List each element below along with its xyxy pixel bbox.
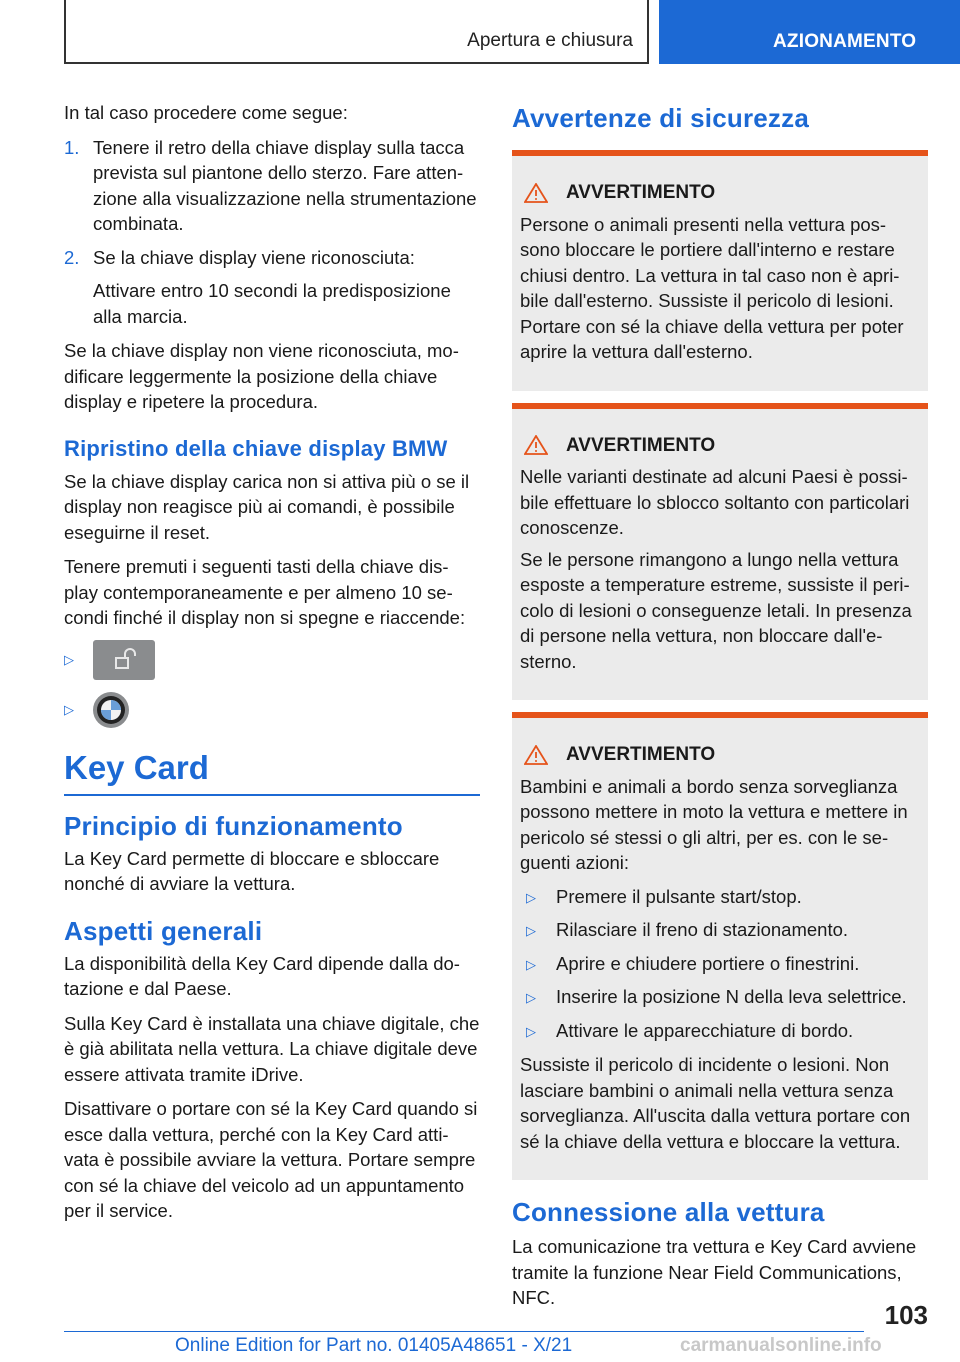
triangle-bullet-icon: ▷ [526,990,536,1005]
warning-box-3 [512,712,928,1180]
left-column [64,100,480,1233]
connection-text: La comunicazione tra vettura e Key Card avviene tramite la funzione Near Field Communications, NFC. [512,1236,917,1308]
warning-3-text-1: Bambini e animali a bordo senza sorveglianza possono mettere in moto la vettura e mettere in pericolo sé stessi o gli altri, per es. con le se-guenti azioni: [520,775,908,873]
warning-box-2 [512,403,928,701]
warning-label: AVVERTIMENTO [566,434,716,456]
warning-triangle-icon [524,183,548,203]
general-text-2: Sulla Key Card è installata una chiave digitale, che è già abilitata nella vettura. La chiave digitale deve essere attivata tramite iDrive. [64,1012,480,1085]
warning-header [520,433,920,459]
header-chapter-tab[interactable]: AZIONAMENTO [659,0,960,64]
general-heading: Aspetti generali [64,915,263,946]
page-number: 103 [884,1300,928,1330]
triangle-bullet-icon: ▷ [526,956,536,972]
bmw-logo-icon [93,692,129,728]
step-number: 1. [64,136,80,158]
warning-header [520,742,920,768]
footer-watermark: carmanualsonline.info [680,1335,882,1356]
reset-text-1: Se la chiave display carica non si attiva più o se il display non reagisce più ai comandi, è possibile eseguirne il reset. [64,470,470,543]
step-2 [64,245,480,271]
unlock-icon [93,640,155,680]
step-2-detail: Attivare entro 10 secondi la predisposizione alla marcia. [93,280,451,327]
triangle-bullet-icon: ▷ [526,923,536,938]
key-card-heading: Key Card [64,748,209,786]
warning-2-text-2: Se le persone rimangono a lungo nella vettura esposte a temperature estreme, sussiste il peri-colo di lesioni o conseguenze letali. In presenza di persone nella vettura, non bloccare dall'e-sterno. [520,548,912,672]
list-item-unlock-button [64,640,480,680]
list-item: ▷ Aprire e chiudere portiere o finestrini. [526,951,920,978]
intro-text: In tal caso procedere come segue: [64,102,348,123]
list-item: ▷ Premere il pulsante start/stop. [526,884,920,911]
triangle-bullet-icon: ▷ [526,1023,536,1039]
connection-heading: Connessione alla vettura [512,1197,825,1227]
warning-header [520,180,920,206]
warning-label: AVVERTIMENTO [566,182,716,203]
header-section-title: Apertura e chiusura [467,30,633,51]
step-number: 2. [64,246,80,268]
step-text: Tenere il retro della chiave display sulla tacca prevista sul piantone dello sterzo. Fare atten-zione alla visualizzazione nella strumentazione combinata. [93,136,477,234]
warning-3-action-list [526,884,920,1045]
footer-edition: Online Edition for Part no. 01405A48651 - X/21 [175,1335,573,1356]
not-recognized-text: Se la chiave display non viene riconosciuta, mo-dificare leggermente la posizione della chiave display e ripetere la procedura. [64,340,459,412]
warning-triangle-icon [524,435,548,455]
list-item: ▷ Inserire la posizione N della leva selettrice. [526,984,920,1011]
unlock-button-image [93,640,155,680]
reset-heading: Ripristino della chiave display BMW [64,435,448,461]
warning-1-text: Persone o animali presenti nella vettura pos-sono bloccare le portiere dall'interno e restare chiusi dentro. La vettura in tal caso non è apri-bile dall'esterno. Sussiste il pericolo di lesioni. Portare con sé la chiave della vettura per poter aprire la vettura dall'esterno. [520,213,904,362]
general-text-1: La disponibilità della Key Card dipende dalla do-tazione e dal Paese. [64,952,460,999]
warning-3-text-2: Sussiste il pericolo di incidente o lesioni. Non lasciare bambini o animali nella vettura senza sorveglianza. All'uscita dalla vettura portare con sé la chiave della vettura e bloccare la vettura. [520,1054,911,1152]
triangle-bullet-icon: ▷ [526,889,536,905]
list-item: ▷ Attivare le apparecchiature di bordo. [526,1018,920,1045]
right-column [512,100,928,1320]
list-item: ▷ Rilasciare il freno di stazionamento. [526,917,920,944]
step-1 [64,135,480,237]
heading-rule [64,794,480,796]
safety-heading: Avvertenze di sicurezza [512,103,809,133]
footer-rule [64,1331,864,1332]
list-item-bmw-button [64,692,480,728]
header-section-box [64,0,649,64]
triangle-bullet-icon: ▷ [64,701,74,717]
reset-text-2: Tenere premuti i seguenti tasti della chiave dis-play contemporaneamente e per almeno 10 se-condi finché il display non si spegne e riaccende: [64,556,466,628]
general-text-3: Disattivare o portare con sé la Key Card quando si esce dalla vettura, perché con la Key Card atti-vata è possibile avviare la vettura. Portare sempre con sé la chiave del veicolo ad un appuntamento per il service. [64,1098,478,1221]
warning-triangle-icon [524,745,548,765]
bmw-logo-button-image [93,692,129,728]
warning-box-1 [512,150,928,391]
warning-2-text-1: Nelle varianti destinate ad alcuni Paesi è possi-bile effettuare lo sblocco soltanto con particolari conoscenze. [520,466,910,538]
warning-label: AVVERTIMENTO [566,744,716,765]
principle-heading: Principio di funzionamento [64,810,403,841]
principle-text: La Key Card permette di bloccare e sbloccare nonché di avviare la vettura. [64,847,440,894]
step-text: Se la chiave display viene riconosciuta: [93,246,415,268]
triangle-bullet-icon: ▷ [64,651,74,667]
